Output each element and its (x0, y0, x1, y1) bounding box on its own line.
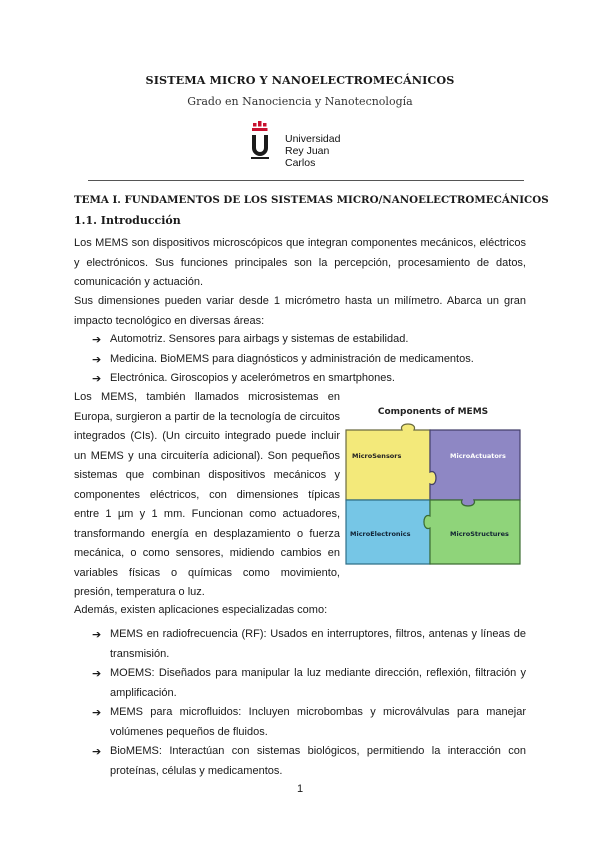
arrow-bullet-icon: ➔ (92, 352, 102, 366)
mems-components-figure (338, 400, 528, 570)
list-item: ➔ MEMS en radiofrecuencia (RF): Usados en interruptores, filtros, antenas y líneas de transmisión. (92, 625, 526, 664)
arrow-bullet-icon: ➔ (92, 372, 102, 385)
paragraph-applications: Además, existen aplicaciones especializadas como: (74, 604, 328, 616)
label-microsensors: MicroSensors (352, 452, 402, 460)
label-microelectronics: MicroElectronics (350, 530, 411, 538)
figure-title: Components of MEMS (377, 407, 489, 417)
paragraph-intro: Los MEMS son dispositivos microscópicos que integran componentes mecánicos, eléctricos y electrónicos. Sus funciones principales son la percepción, procesamiento de datos, comunicación y actuación. (74, 237, 526, 288)
arrow-bullet-icon: ➔ (92, 706, 102, 719)
arrow-bullet-icon: ➔ (92, 628, 102, 641)
list-item: ➔ Automotriz. Sensores para airbags y sistemas de estabilidad. (92, 330, 526, 350)
section-heading: TEMA I. FUNDAMENTOS DE LOS SISTEMAS MICRO/NANOELECTROMECÁNICOS (74, 194, 549, 206)
arrow-bullet-icon: ➔ (92, 667, 102, 680)
label-microactuators: MicroActuators (450, 452, 506, 460)
label-microstructures: MicroStructures (450, 530, 509, 538)
list-item: ➔ MOEMS: Diseñados para manipular la luz mediante dirección, reflexión, filtración y amplificación. (92, 664, 526, 703)
university-name (285, 133, 357, 169)
piece-microsensors (346, 424, 436, 500)
applications-list (92, 625, 526, 781)
document-subtitle: Grado en Nanociencia y Nanotecnología (187, 95, 413, 108)
header-divider (88, 180, 524, 181)
areas-list (92, 330, 526, 389)
list-item: ➔ BioMEMS: Interactúan con sistemas biológicos, permitiendo la interacción con proteínas, células y medicamentos. (92, 742, 526, 781)
university-name-line1: Universidad (285, 133, 341, 145)
paragraph-microsystems: Los MEMS, también llamados microsistemas en Europa, surgieron a partir de la tecnología de circuitos integrados (CIs). (Un circuito integrado puede incluir un MEMS y una circuitería adicional). Son pequeños sistemas que combinan dispositivos mecánicos y componentes eléctricos, con dimensiones típicas entre 1 µm y 1 mm. Funcionan como actuadores, transformando energía en desplazamiento o fuerza mecánica, o como sensores, midiendo cambios en variables físicas o químicas como movimiento, presión, temperatura o luz. (74, 391, 340, 598)
section-subheading: 1.1. Introducción (74, 214, 181, 227)
university-logo (247, 121, 357, 169)
list-item: ➔ Electrónica. Giroscopios y acelerómetros en smartphones. (92, 369, 526, 389)
paragraph-dimensions: Sus dimensiones pueden variar desde 1 micrómetro hasta un milímetro. Abarca un gran impacto tecnológico en diversas áreas: (74, 295, 526, 327)
list-item: ➔ MEMS para microfluidos: Incluyen microbombas y microválvulas para manejar volúmenes pequeños de fluidos. (92, 703, 526, 742)
crown-logo-icon (247, 121, 283, 161)
list-item: ➔ Medicina. BioMEMS para diagnósticos y administración de medicamentos. (92, 350, 526, 370)
page-number: 1 (296, 783, 304, 795)
arrow-bullet-icon: ➔ (92, 333, 102, 346)
document-title: SISTEMA MICRO Y NANOELECTROMECÁNICOS (145, 73, 455, 87)
arrow-bullet-icon: ➔ (92, 745, 102, 758)
university-name-line2: Rey Juan Carlos (285, 145, 330, 169)
piece-microactuators (430, 430, 520, 506)
